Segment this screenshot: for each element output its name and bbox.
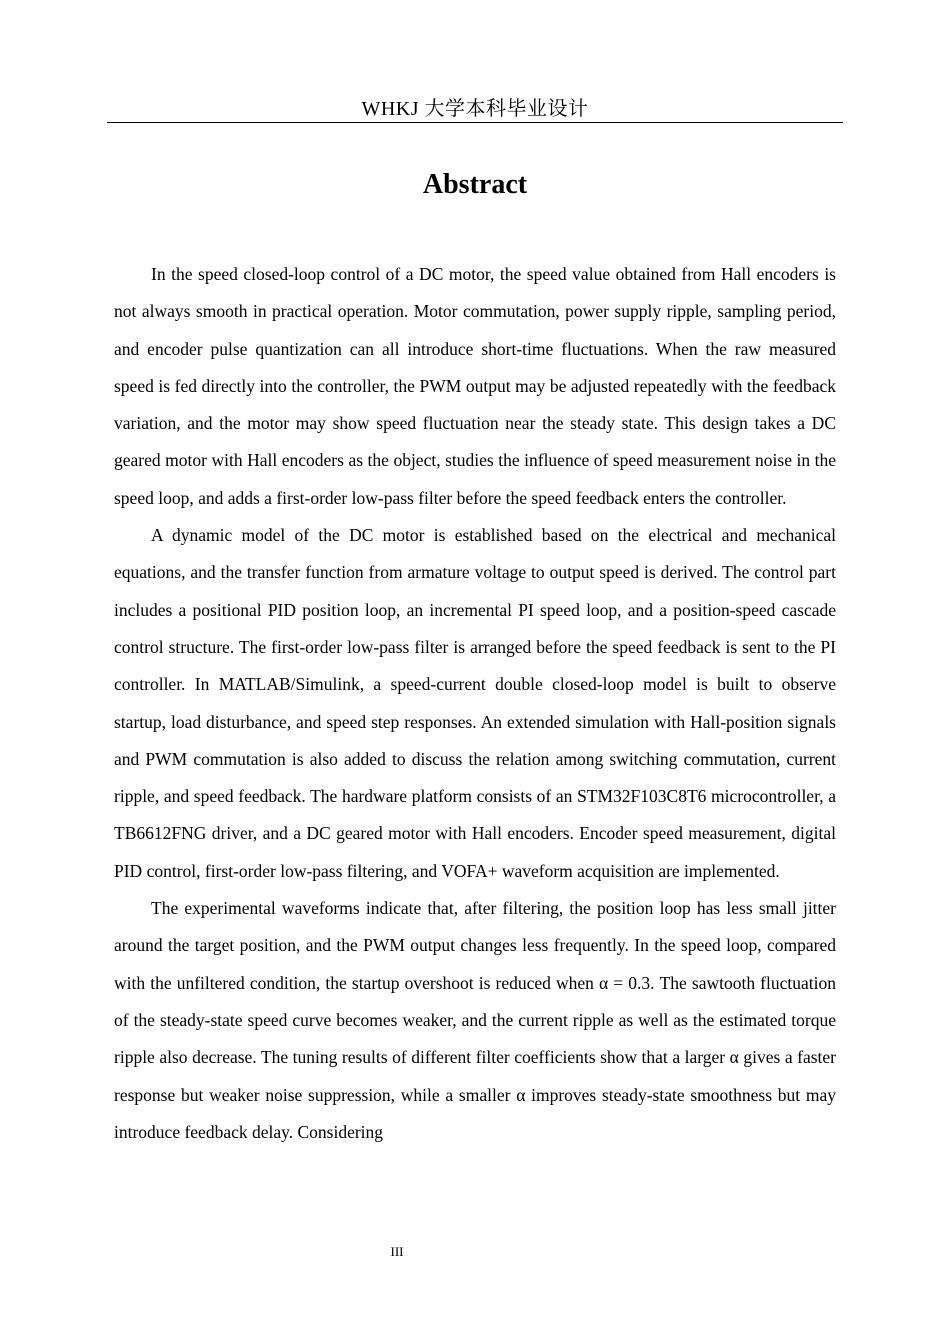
paragraph: The experimental waveforms indicate that, after filtering, the position loop has less small jitter around the target position, and the PWM output changes less frequently. In the speed loop, compared with the unfiltered condition, the startup overshoot is reduced when α = 0.3. The sawtooth fluctuation of the steady-state speed curve becomes weaker, and the current ripple as well as the estimated torque ripple also decrease. The tuning results of different filter coefficients show that a larger α gives a faster response but weaker noise suppression, while a smaller α improves steady-state smoothness but may introduce feedback delay. Considering xyxy=(114,898,836,1142)
paragraph: A dynamic model of the DC motor is established based on the electrical and mechanical equations, and the transfer function from armature voltage to output speed is derived. The control part includes a positional PID position loop, an incremental PI speed loop, and a position-speed cascade control structure. The first-order low-pass filter is arranged before the speed feedback is sent to the PI controller. In MATLAB/Simulink, a speed-current double closed-loop model is built to observe startup, load disturbance, and speed step responses. An extended simulation with Hall-position signals and PWM commutation is also added to discuss the relation among switching commutation, current ripple, and speed feedback. The hardware platform consists of an STM32F103C8T6 microcontroller, a TB6612FNG driver, and a DC geared motor with Hall encoders. Encoder speed measurement, digital PID control, first-order low-pass filtering, and VOFA+ waveform acquisition are implemented. xyxy=(114,525,836,881)
page-number: III xyxy=(390,1244,404,1259)
header-rule xyxy=(107,122,843,123)
abstract-body xyxy=(114,256,836,1151)
abstract-title: Abstract xyxy=(422,169,528,200)
paragraph: In the speed closed-loop control of a DC motor, the speed value obtained from Hall encoders is not always smooth in practical operation. Motor commutation, power supply ripple, sampling period, and encoder pulse quantization can all introduce short-time fluctuations. When the raw measured speed is fed directly into the controller, the PWM output may be adjusted repeatedly with the feedback variation, and the motor may show speed fluctuation near the steady state. This design takes a DC geared motor with Hall encoders as the object, studies the influence of speed measurement noise in the speed loop, and adds a first-order low-pass filter before the speed feedback enters the controller. xyxy=(114,264,836,508)
page-header: WHKJ 大学本科毕业设计 xyxy=(361,98,589,120)
